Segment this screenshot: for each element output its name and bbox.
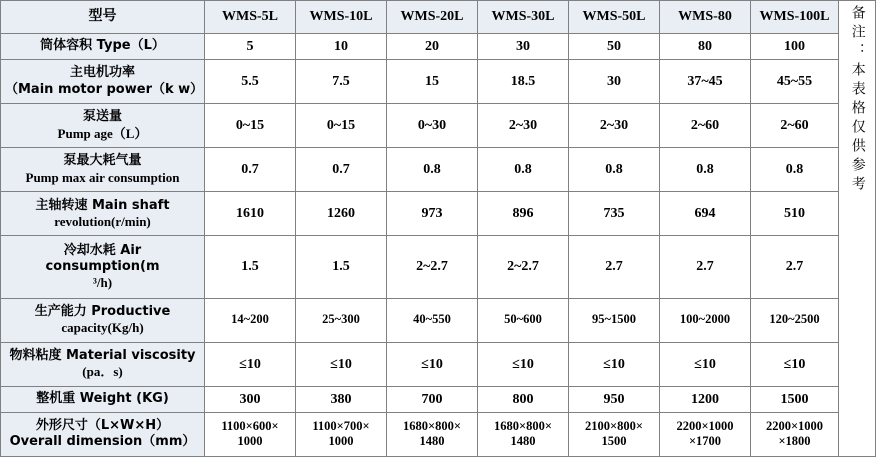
cell-motor-power-5l: 5.5 bbox=[205, 59, 296, 103]
cell-volume-10l: 10 bbox=[296, 34, 387, 60]
cell-air-consumption-10l: 0.7 bbox=[296, 148, 387, 192]
row-label-main-shaft bbox=[1, 192, 205, 236]
cell-weight-10l: 380 bbox=[296, 386, 387, 412]
cell-main-shaft-50l: 735 bbox=[569, 192, 660, 236]
dimension-line: 2200×1000 bbox=[765, 418, 824, 433]
row-label-material-viscosity bbox=[1, 342, 205, 386]
cell-weight-50l: 950 bbox=[569, 386, 660, 412]
cell-air-consumption-5l: 0.7 bbox=[205, 148, 296, 192]
cell-pump-age-10l: 0~15 bbox=[296, 104, 387, 148]
table-row bbox=[1, 412, 839, 456]
cell-motor-power-50l: 30 bbox=[569, 59, 660, 103]
cell-pump-age-50l: 2~30 bbox=[569, 104, 660, 148]
cell-water-consumption-5l: 1.5 bbox=[205, 236, 296, 298]
dimension-line: 1680×800× bbox=[403, 418, 461, 433]
header-cell-wms-100l: WMS-100L bbox=[751, 1, 839, 34]
table-row bbox=[1, 298, 839, 342]
cell-productive-capacity-80: 100~2000 bbox=[660, 298, 751, 342]
cell-productive-capacity-20l: 40~550 bbox=[387, 298, 478, 342]
cell-pump-age-80: 2~60 bbox=[660, 104, 751, 148]
row-label-line: ³/h) bbox=[92, 275, 113, 291]
cell-pump-age-5l: 0~15 bbox=[205, 104, 296, 148]
cell-pump-age-20l: 0~30 bbox=[387, 104, 478, 148]
cell-air-consumption-50l: 0.8 bbox=[569, 148, 660, 192]
table-row bbox=[1, 236, 839, 298]
dimension-line: ×1700 bbox=[688, 434, 722, 449]
cell-overall-dimension-20l bbox=[387, 412, 478, 456]
cell-volume-30l: 30 bbox=[478, 34, 569, 60]
cell-motor-power-20l: 15 bbox=[387, 59, 478, 103]
cell-material-viscosity-20l: ≤10 bbox=[387, 342, 478, 386]
row-label-weight bbox=[1, 386, 205, 412]
cell-weight-5l: 300 bbox=[205, 386, 296, 412]
dimension-line: 1100×700× bbox=[312, 418, 370, 433]
dimension-line: 2100×800× bbox=[585, 418, 643, 433]
row-label-line: 生产能力 Productive bbox=[34, 303, 171, 319]
dimension-line: 1480 bbox=[419, 434, 445, 449]
table-row bbox=[1, 192, 839, 236]
cell-pump-age-30l: 2~30 bbox=[478, 104, 569, 148]
row-label-air-consumption bbox=[1, 148, 205, 192]
header-cell-model: 型号 bbox=[1, 1, 205, 34]
table-row bbox=[1, 59, 839, 103]
cell-volume-20l: 20 bbox=[387, 34, 478, 60]
cell-overall-dimension-5l bbox=[205, 412, 296, 456]
cell-volume-80: 80 bbox=[660, 34, 751, 60]
table-row bbox=[1, 148, 839, 192]
dimension-line: 1500 bbox=[601, 434, 627, 449]
cell-weight-100l: 1500 bbox=[751, 386, 839, 412]
cell-productive-capacity-30l: 50~600 bbox=[478, 298, 569, 342]
row-label-line: Pump age（L） bbox=[57, 125, 148, 141]
table-row bbox=[1, 386, 839, 412]
row-label-line: Pump max air consumption bbox=[25, 169, 180, 185]
cell-material-viscosity-80: ≤10 bbox=[660, 342, 751, 386]
row-label-line: 泵送量 bbox=[82, 109, 122, 125]
row-label-line: 筒体容积 Type（L） bbox=[40, 38, 165, 54]
cell-water-consumption-80: 2.7 bbox=[660, 236, 751, 298]
row-label-line: （Main motor power（k w） bbox=[5, 81, 204, 97]
cell-overall-dimension-50l bbox=[569, 412, 660, 456]
row-label-line: Overall dimension（mm） bbox=[9, 434, 196, 450]
cell-productive-capacity-50l: 95~1500 bbox=[569, 298, 660, 342]
cell-air-consumption-100l: 0.8 bbox=[751, 148, 839, 192]
cell-overall-dimension-100l bbox=[751, 412, 839, 456]
table-row bbox=[1, 104, 839, 148]
cell-main-shaft-100l: 510 bbox=[751, 192, 839, 236]
row-label-motor-power bbox=[1, 59, 205, 103]
cell-main-shaft-30l: 896 bbox=[478, 192, 569, 236]
cell-weight-30l: 800 bbox=[478, 386, 569, 412]
dimension-line: 1100×600× bbox=[221, 418, 279, 433]
cell-overall-dimension-30l bbox=[478, 412, 569, 456]
dimension-line: 1680×800× bbox=[494, 418, 552, 433]
cell-water-consumption-20l: 2~2.7 bbox=[387, 236, 478, 298]
cell-motor-power-80: 37~45 bbox=[660, 59, 751, 103]
row-label-pump-age bbox=[1, 104, 205, 148]
cell-material-viscosity-100l: ≤10 bbox=[751, 342, 839, 386]
cell-motor-power-100l: 45~55 bbox=[751, 59, 839, 103]
row-label-line: 物料粘度 Material viscosity bbox=[9, 348, 196, 364]
table-header-row bbox=[1, 1, 839, 34]
header-cell-wms-80: WMS-80 bbox=[660, 1, 751, 34]
remark-text: 备注：本表格仅供参考 bbox=[849, 5, 866, 195]
cell-motor-power-30l: 18.5 bbox=[478, 59, 569, 103]
row-label-line: capacity(Kg/h) bbox=[61, 320, 144, 336]
dimension-line: 1480 bbox=[510, 434, 536, 449]
cell-main-shaft-20l: 973 bbox=[387, 192, 478, 236]
cell-volume-5l: 5 bbox=[205, 34, 296, 60]
row-label-line: 整机重 Weight (KG) bbox=[36, 391, 169, 407]
row-label-line: 泵最大耗气量 bbox=[63, 153, 142, 169]
cell-air-consumption-30l: 0.8 bbox=[478, 148, 569, 192]
row-label-line: (pa．s) bbox=[82, 364, 123, 380]
cell-air-consumption-80: 0.8 bbox=[660, 148, 751, 192]
dimension-line: 2200×1000 bbox=[676, 418, 734, 433]
row-label-line: revolution(r/min) bbox=[54, 213, 151, 229]
row-label-volume bbox=[1, 34, 205, 60]
cell-main-shaft-80: 694 bbox=[660, 192, 751, 236]
table-row bbox=[1, 342, 839, 386]
row-label-productive-capacity bbox=[1, 298, 205, 342]
cell-pump-age-100l: 2~60 bbox=[751, 104, 839, 148]
row-label-overall-dimension bbox=[1, 412, 205, 456]
cell-material-viscosity-50l: ≤10 bbox=[569, 342, 660, 386]
header-cell-wms-50l: WMS-50L bbox=[569, 1, 660, 34]
header-cell-wms-20l: WMS-20L bbox=[387, 1, 478, 34]
cell-overall-dimension-10l bbox=[296, 412, 387, 456]
cell-productive-capacity-5l: 14~200 bbox=[205, 298, 296, 342]
header-cell-wms-5l: WMS-5L bbox=[205, 1, 296, 34]
cell-material-viscosity-30l: ≤10 bbox=[478, 342, 569, 386]
cell-weight-20l: 700 bbox=[387, 386, 478, 412]
remark-column bbox=[839, 0, 876, 457]
header-cell-wms-10l: WMS-10L bbox=[296, 1, 387, 34]
cell-productive-capacity-10l: 25~300 bbox=[296, 298, 387, 342]
cell-productive-capacity-100l: 120~2500 bbox=[751, 298, 839, 342]
cell-main-shaft-5l: 1610 bbox=[205, 192, 296, 236]
cell-water-consumption-100l: 2.7 bbox=[751, 236, 839, 298]
cell-water-consumption-30l: 2~2.7 bbox=[478, 236, 569, 298]
cell-air-consumption-20l: 0.8 bbox=[387, 148, 478, 192]
cell-water-consumption-10l: 1.5 bbox=[296, 236, 387, 298]
cell-volume-50l: 50 bbox=[569, 34, 660, 60]
cell-water-consumption-50l: 2.7 bbox=[569, 236, 660, 298]
header-cell-wms-30l: WMS-30L bbox=[478, 1, 569, 34]
cell-overall-dimension-80 bbox=[660, 412, 751, 456]
dimension-line: ×1800 bbox=[778, 434, 811, 449]
row-label-line: 冷却水耗 Air consumption(m bbox=[45, 242, 160, 274]
cell-motor-power-10l: 7.5 bbox=[296, 59, 387, 103]
dimension-line: 1000 bbox=[237, 434, 263, 449]
cell-material-viscosity-5l: ≤10 bbox=[205, 342, 296, 386]
row-label-water-consumption bbox=[1, 236, 205, 298]
row-label-line: 主电机功率 bbox=[69, 65, 135, 81]
dimension-line: 1000 bbox=[328, 434, 354, 449]
row-label-line: 外形尺寸（L×W×H） bbox=[35, 418, 170, 434]
cell-main-shaft-10l: 1260 bbox=[296, 192, 387, 236]
cell-material-viscosity-10l: ≤10 bbox=[296, 342, 387, 386]
cell-volume-100l: 100 bbox=[751, 34, 839, 60]
table-row bbox=[1, 34, 839, 60]
row-label-line: 主轴转速 Main shaft bbox=[35, 197, 170, 213]
cell-weight-80: 1200 bbox=[660, 386, 751, 412]
